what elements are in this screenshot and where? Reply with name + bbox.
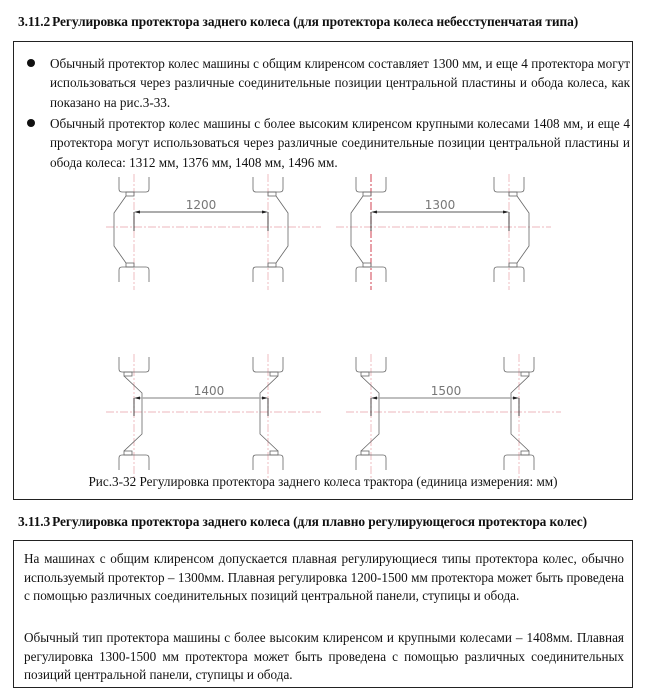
rim-block [270, 451, 278, 455]
rim-block [509, 263, 517, 267]
rim-block [509, 192, 517, 196]
rim-block [363, 192, 371, 196]
rim-block [521, 372, 529, 376]
bullet-icon [27, 59, 35, 67]
dimension-label: 1500 [430, 384, 462, 398]
wheel-disc-profile [511, 376, 529, 451]
wheel-disc-profile [260, 376, 278, 451]
wheel-disc-profile [517, 196, 529, 263]
section-title: Регулировка протектора заднего колеса (для плавно регулирующегося протектора колес) [52, 514, 588, 529]
section-number: 3.11.3 [18, 514, 51, 529]
section-title: Регулировка протектора заднего колеса (для протектора колеса небесступенчатая типа) [52, 14, 579, 29]
rim-block [268, 192, 276, 196]
rim-block [124, 372, 132, 376]
dimension-arrow-right [262, 397, 268, 400]
wheel-disc-profile [351, 196, 363, 263]
dimension-label: 1300 [424, 198, 456, 212]
wheel-track-diagram-1200 [106, 172, 336, 312]
dimension-arrow-right [503, 211, 509, 214]
bullet-text: Обычный протектор колес машины с более высоким клиренсом крупными колесами 1408 мм, и еще 4 протектора могут использоваться через различные соединительные позиции центральной пластины и обода колеса: 1312 мм, 1376 мм, 1408 мм, 1496 мм. [50, 116, 630, 170]
wheel-disc-profile [114, 196, 126, 263]
section-heading-3-11-3 [18, 514, 587, 530]
wheel-track-diagram-1300 [336, 172, 566, 312]
rim-block [361, 451, 369, 455]
bullet-icon [27, 119, 35, 127]
bullet-item [50, 114, 630, 172]
section-box-3-11-3 [13, 540, 633, 688]
rim-block [270, 372, 278, 376]
bullet-text: Обычный протектор колес машины с общим клиренсом составляет 1300 мм, и еще 4 протектора могут использоваться через различные соединительные позиции центральной пластины и обода колеса, как показано на рис.3-33. [50, 56, 630, 110]
dimension-label: 1400 [193, 384, 225, 398]
rim-block [126, 263, 134, 267]
diagram-graphics [106, 174, 321, 290]
figure-caption: Рис.3-32 Регулировка протектора заднего колеса трактора (единица измерения: мм) [88, 474, 558, 489]
section-box-3-11-2 [13, 41, 633, 500]
rim-block [268, 263, 276, 267]
rim-block [363, 263, 371, 267]
wheel-track-diagram-1500 [346, 352, 576, 482]
dimension-label: 1200 [185, 198, 217, 212]
rim-block [124, 451, 132, 455]
paragraph: Обычный тип протектора машины с более высоким клиренсом и крупными колесами – 1408мм. Плавная регулировка 1300-1500 мм протектора может быть проведена с помощью различных соединительных позиций центральной панели, ступицы и обода. [24, 630, 624, 682]
dimension-arrow-left [371, 211, 377, 214]
dimension-arrow-left [134, 211, 140, 214]
diagram-graphics [336, 174, 551, 290]
dimension-arrow-right [513, 397, 519, 400]
dimension-arrow-right [262, 211, 268, 214]
section-number: 3.11.2 [18, 14, 51, 29]
paragraph: На машинах с общим клиренсом допускается плавная регулирующиеся типы протектора колес, обычно используемый протектор – 1300мм. Плавная регулировка 1200-1500 мм протектора может быть проведена с помощью различных соединительных позиций центральной панели, ступицы и обода. [24, 551, 624, 603]
wheel-disc-profile [361, 376, 379, 451]
rim-block [361, 372, 369, 376]
wheel-track-diagram-1400 [106, 352, 336, 482]
rim-block [521, 451, 529, 455]
dimension-arrow-left [134, 397, 140, 400]
rim-block [126, 192, 134, 196]
dimension-arrow-left [371, 397, 377, 400]
diagram-graphics [106, 354, 321, 478]
diagram-graphics [346, 354, 561, 478]
bullet-item [50, 54, 630, 112]
wheel-disc-profile [276, 196, 288, 263]
wheel-disc-profile [124, 376, 142, 451]
section-heading-3-11-2 [18, 14, 578, 30]
